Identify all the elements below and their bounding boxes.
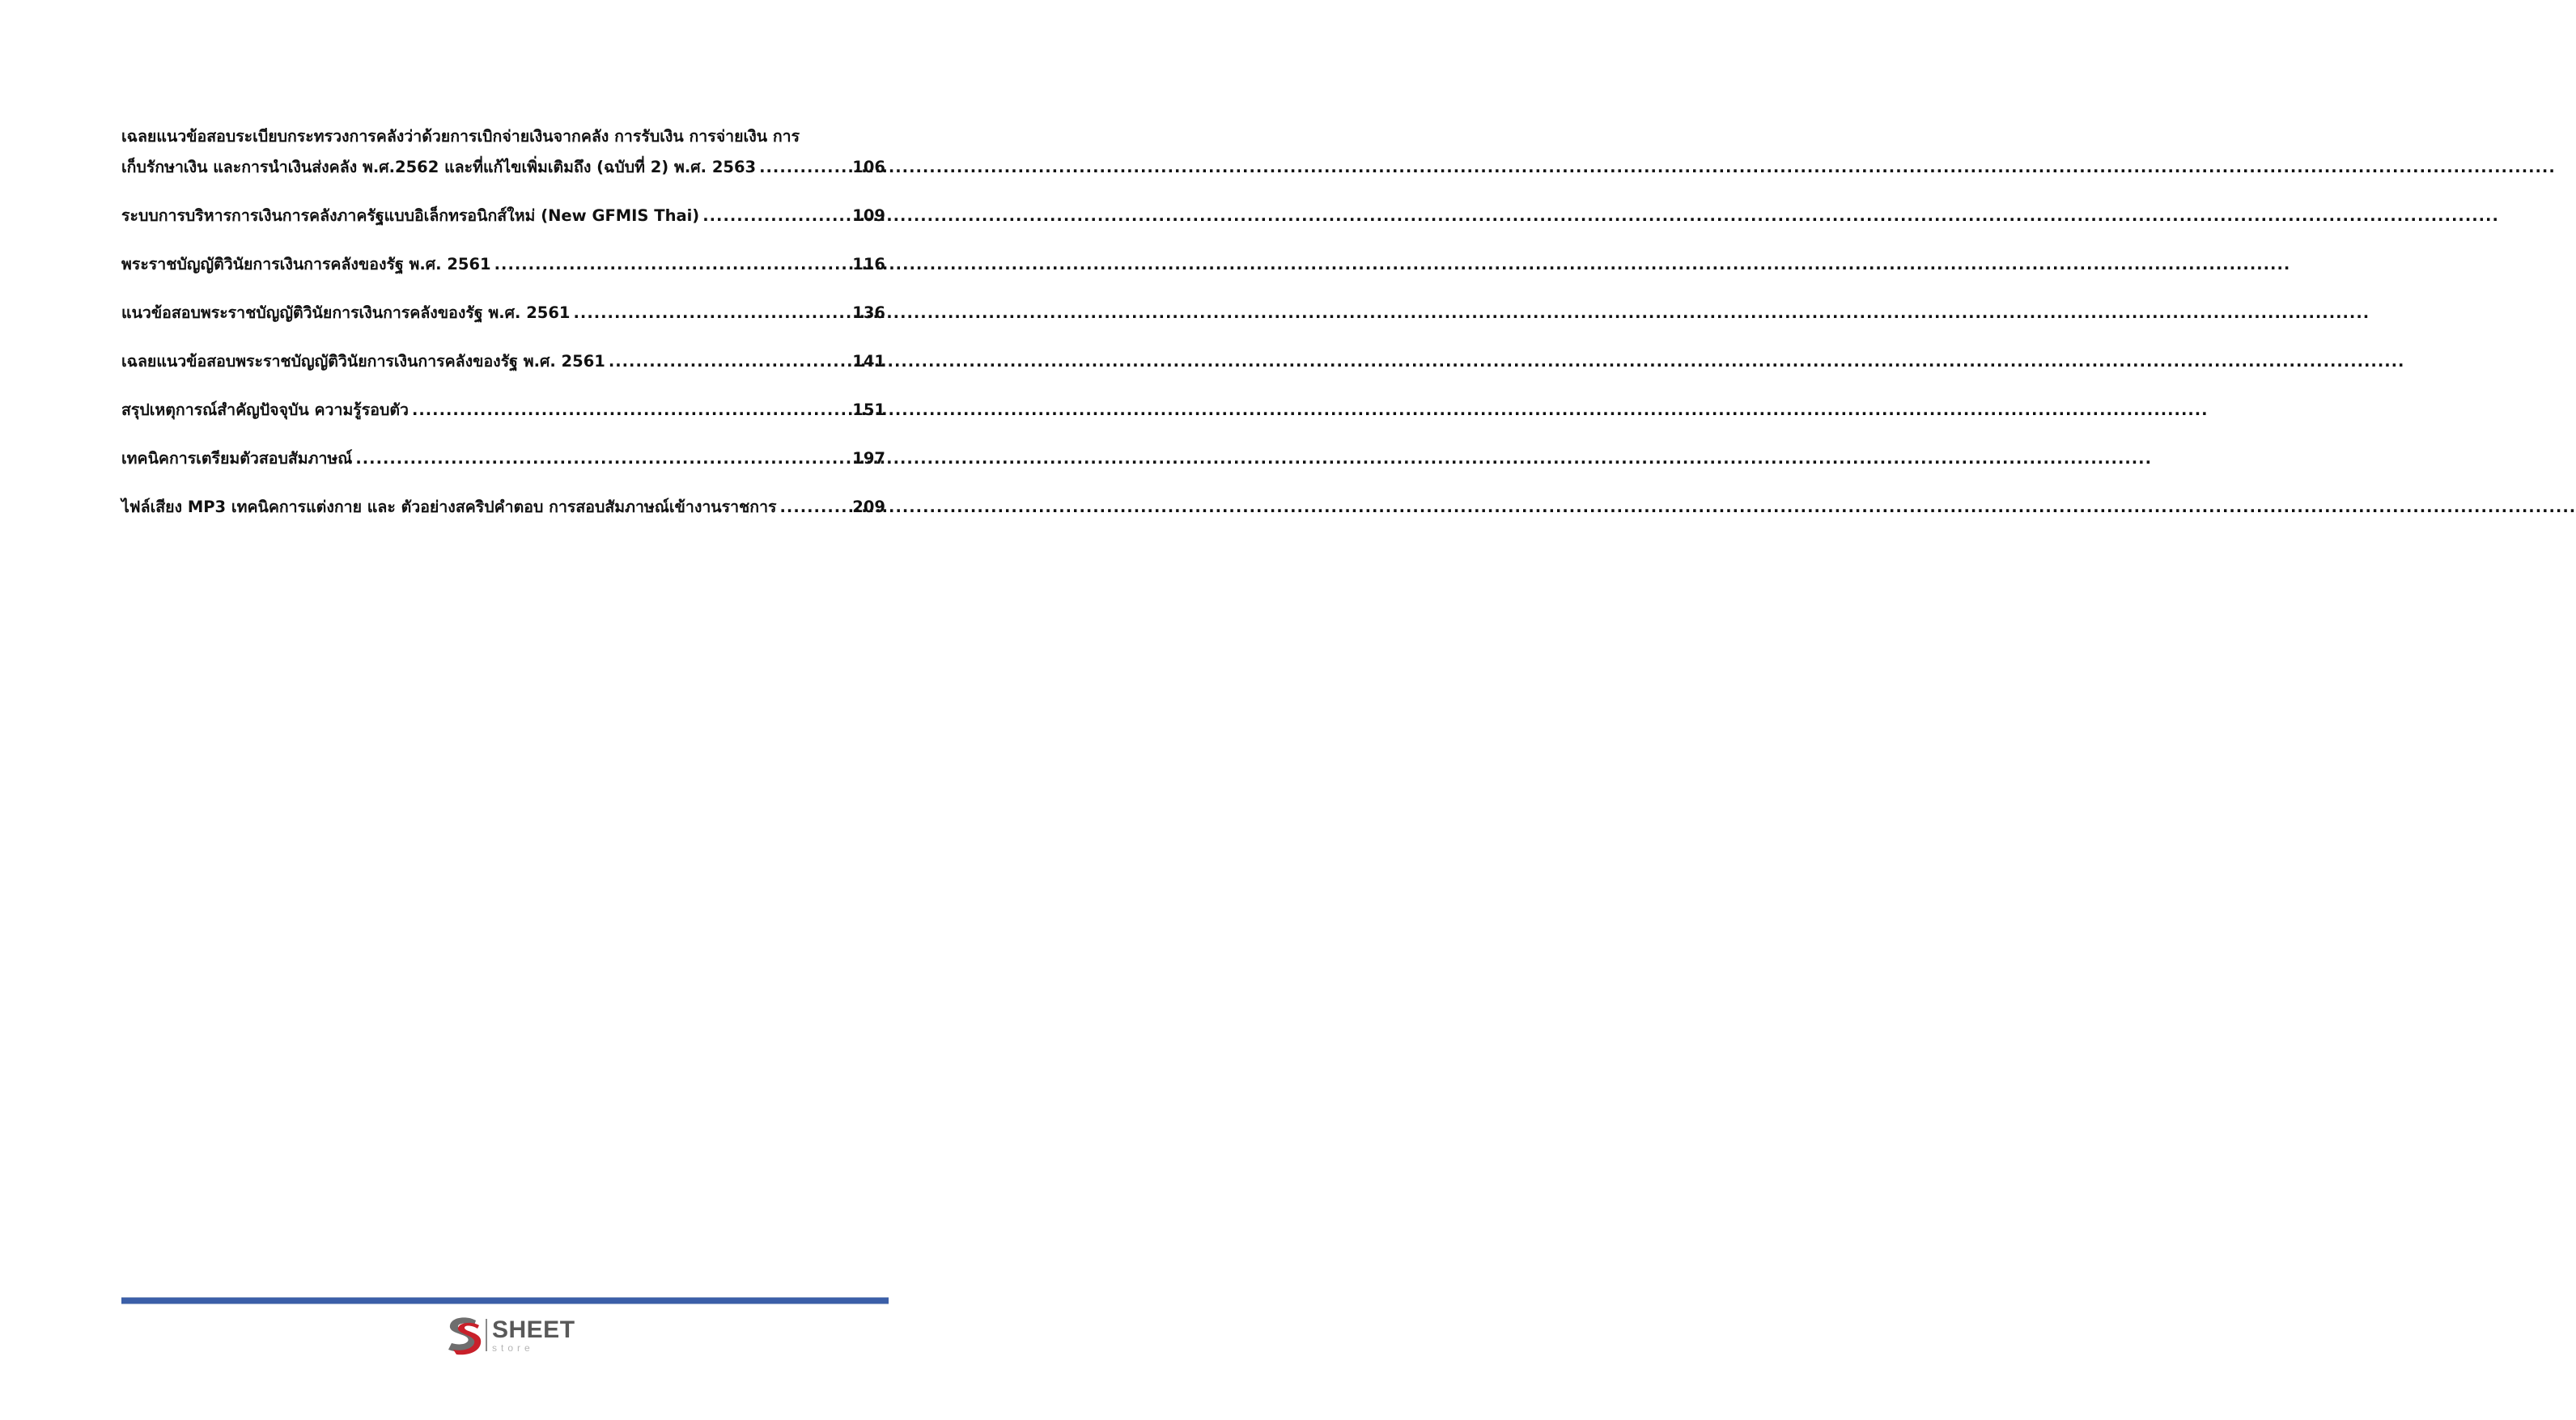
toc-entry[interactable] (121, 249, 885, 280)
logo-subtext: store (492, 1342, 534, 1354)
logo-separator (486, 1319, 487, 1351)
dot-leader (494, 249, 850, 280)
dot-leader (759, 152, 849, 183)
toc-entry-title: เก็บรักษาเงิน และการนำเงินส่งคลัง พ.ศ.2562 และที่แก้ไขเพิ่มเติมถึง (ฉบับที่ 2) พ.ศ. 2563 (121, 158, 757, 176)
toc-entry-title: ระบบการบริหารการเงินการคลังภาครัฐแบบอิเล็กทรอนิกส์ใหม่ (New GFMIS Thai) (121, 206, 700, 225)
toc-entry[interactable] (121, 121, 885, 183)
dot-leader (412, 395, 849, 426)
dot-leader (702, 201, 849, 231)
table-of-contents (121, 121, 885, 540)
toc-entry[interactable] (121, 492, 885, 523)
toc-page-number: 197 (852, 449, 885, 468)
toc-entry-title: พระราชบัญญัติวินัยการเงินการคลังของรัฐ พ.ศ. 2561 (121, 255, 491, 273)
toc-entry-title: เฉลยแนวข้อสอบพระราชบัญญัติวินัยการเงินการคลังของรัฐ พ.ศ. 2561 (121, 352, 605, 371)
toc-entry[interactable] (121, 298, 885, 329)
dot-leader (355, 443, 849, 474)
toc-page-number: 151 (852, 401, 885, 419)
toc-entry-title: เทคนิคการเตรียมตัวสอบสัมภาษณ์ (121, 449, 353, 468)
toc-page-number: 209 (852, 498, 885, 516)
toc-entry-title: สรุปเหตุการณ์สำคัญปัจจุบัน ความรู้รอบตัว (121, 401, 409, 419)
toc-entry-title: แนวข้อสอบพระราชบัญญัติวินัยการเงินการคลังของรัฐ พ.ศ. 2561 (121, 303, 571, 322)
toc-entry[interactable] (121, 346, 885, 377)
toc-entry[interactable] (121, 443, 885, 474)
logo-word: SHEET (492, 1316, 575, 1343)
toc-page-number: 141 (852, 352, 885, 371)
footer-rule (121, 1298, 889, 1303)
toc-page-number: 109 (852, 206, 885, 225)
dot-leader (574, 298, 850, 329)
toc-entry[interactable] (121, 201, 885, 231)
toc-entry-title-line: เฉลยแนวข้อสอบระเบียบกระทรวงการคลังว่าด้วยการเบิกจ่ายเงินจากคลัง การรับเงิน การจ่ายเงิน การ (121, 127, 800, 146)
dot-leader (609, 346, 849, 377)
toc-page-number: 106 (852, 158, 885, 176)
dot-leader (780, 492, 850, 523)
toc-page-number: 136 (852, 303, 885, 322)
toc-entry[interactable] (121, 395, 885, 426)
toc-page-number: 116 (852, 255, 885, 273)
sheet-store-logo (443, 1312, 589, 1358)
sheet-store-logo-icon (443, 1314, 482, 1356)
toc-entry-title: ไฟล์เสียง MP3 เทคนิคการแต่งกาย และ ตัวอย่างสคริปคำตอบ การสอบสัมภาษณ์เข้างานราชการ (121, 498, 777, 516)
